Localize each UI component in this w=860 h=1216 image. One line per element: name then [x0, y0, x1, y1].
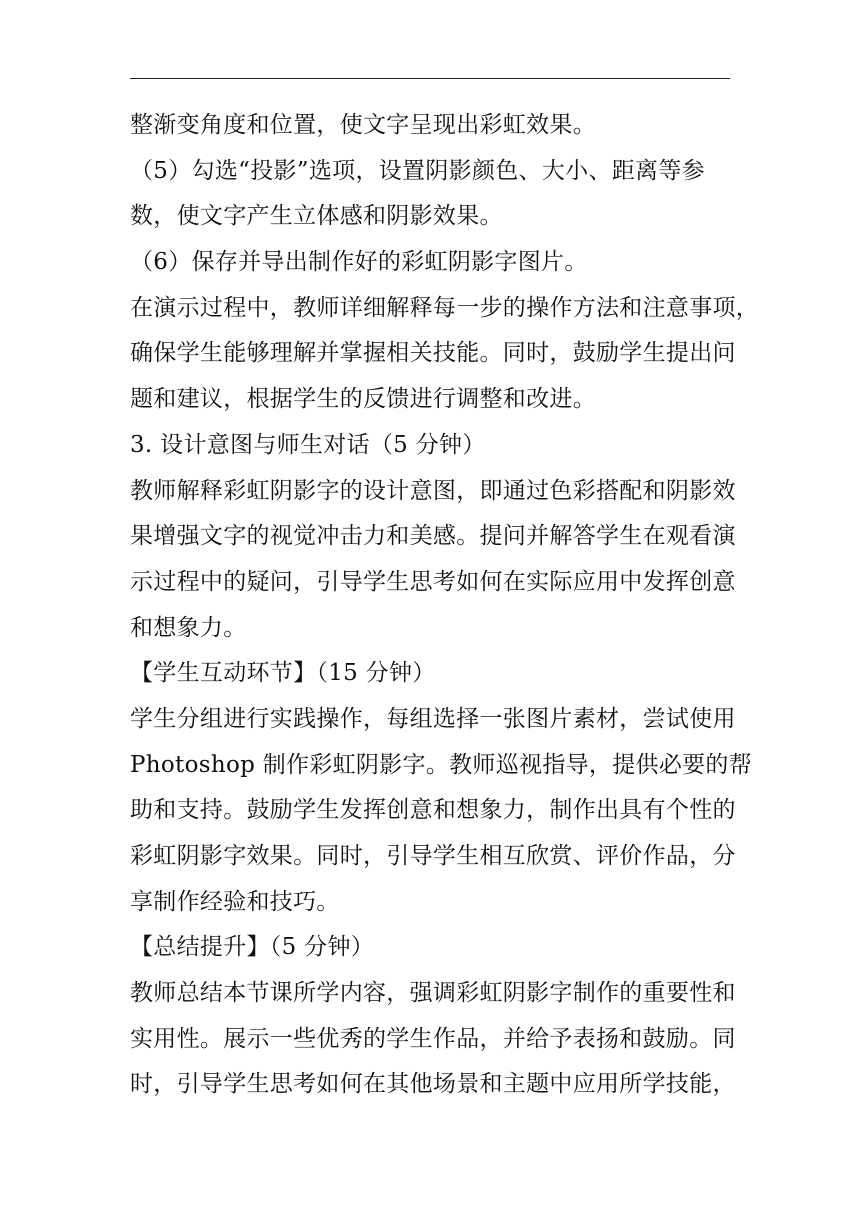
- body-line: 果增强文字的视觉冲击力和美感。提问并解答学生在观看演: [130, 523, 736, 550]
- body-line: 时，引导学生思考如何在其他场景和主题中应用所学技能，: [130, 1071, 736, 1098]
- step-6-line: （6）保存并导出制作好的彩虹阴影字图片。: [130, 249, 588, 276]
- body-line: 在演示过程中，教师详细解释每一步的操作方法和注意事项，: [130, 294, 760, 321]
- body-line: 数，使文字产生立体感和阴影效果。: [130, 203, 503, 230]
- body-line: 题和建议，根据学生的反馈进行调整和改进。: [130, 386, 596, 413]
- section-heading: 【总结提升】（5 分钟）: [130, 934, 375, 961]
- body-line: 彩虹阴影字效果。同时，引导学生相互欣赏、评价作品，分: [130, 843, 736, 869]
- body-line: 教师解释彩虹阴影字的设计意图，即通过色彩搭配和阴影效: [130, 477, 736, 504]
- document-body: [130, 103, 760, 1108]
- body-line: 学生分组进行实践操作，每组选择一张图片素材，尝试使用: [130, 705, 736, 732]
- body-line: 享制作经验和技巧。: [130, 888, 340, 915]
- body-line: Photoshop 制作彩虹阴影字。教师巡视指导，提供必要的帮: [130, 751, 753, 778]
- body-line: 整渐变角度和位置，使文字呈现出彩虹效果。: [130, 112, 596, 138]
- body-line: 和想象力。: [130, 614, 247, 641]
- section-heading: 3. 设计意图与师生对话（5 分钟）: [130, 431, 486, 458]
- section-heading: 【学生互动环节】（15 分钟）: [130, 660, 436, 687]
- body-line: 确保学生能够理解并掌握相关技能。同时，鼓励学生提出问: [130, 340, 736, 367]
- body-line: 助和支持。鼓励学生发挥创意和想象力，制作出具有个性的: [130, 797, 736, 824]
- body-line: 示过程中的疑问，引导学生思考如何在实际应用中发挥创意: [130, 568, 736, 595]
- header-rule: [130, 78, 730, 79]
- body-line: 实用性。展示一些优秀的学生作品，并给予表扬和鼓励。同: [130, 1025, 736, 1052]
- body-line: 教师总结本节课所学内容，强调彩虹阴影字制作的重要性和: [130, 980, 736, 1007]
- step-5-line: （5）勾选“投影”选项，设置阴影颜色、大小、距离等参: [130, 157, 705, 184]
